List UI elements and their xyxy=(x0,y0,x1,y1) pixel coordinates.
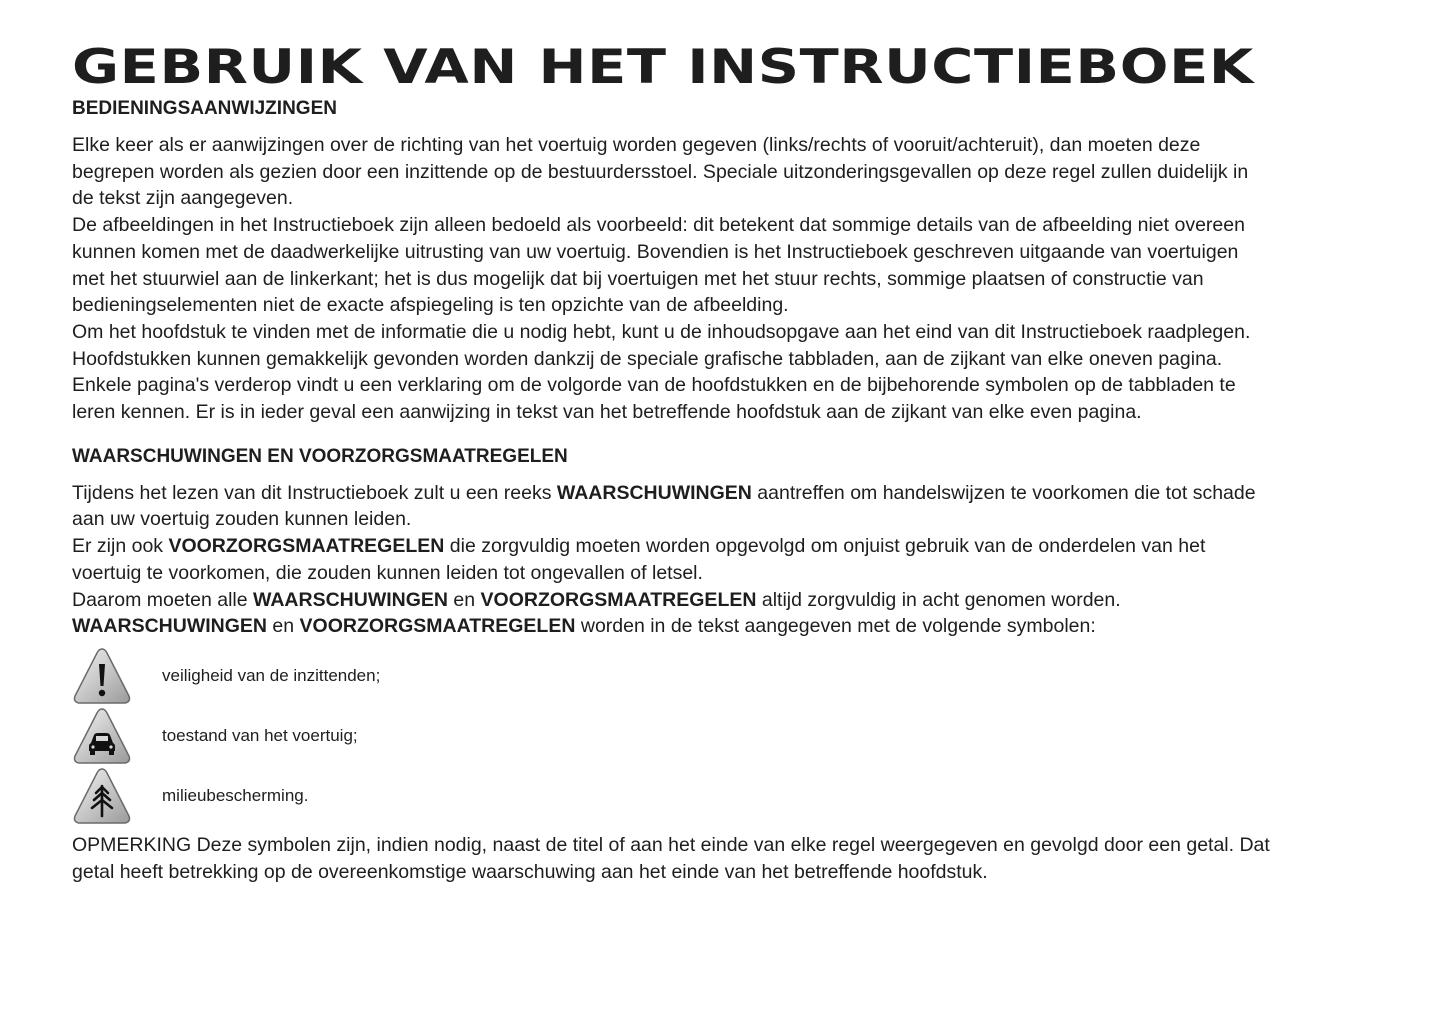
note-paragraph: OPMERKING Deze symbolen zijn, indien nodig, naast de titel of aan het einde van elke regel weergegeven en gevolgd door een getal. Dat getal heeft betrekking op de overeenkomstige waarschuwing aan het einde van het betreffende hoofdstuk. xyxy=(72,833,1270,883)
exclamation-warning-icon xyxy=(72,646,132,706)
section-body-waarschuwingen xyxy=(72,480,1272,640)
paragraph: Elke keer als er aanwijzingen over de richting van het voertuig worden gegeven (links/rechts of vooruit/achteruit), dan moeten deze begrepen worden als gezien door een inzittende op de bestuurdersstoel. Speciale uitzonderingsgevallen op deze regel zullen duidelijk in de tekst zijn aangegeven. xyxy=(72,134,1249,210)
car-warning-icon xyxy=(72,706,132,766)
symbol-row xyxy=(72,646,1272,706)
paragraph: Er zijn ook VOORZORGSMAATREGELEN die zorgvuldig moeten worden opgevolgd om onjuist gebruik van de onderdelen van het voertuig te voorkomen, die zouden kunnen leiden tot ongevallen of letsel. xyxy=(72,535,1206,584)
tree-warning-icon xyxy=(72,766,132,826)
bold-term: VOORZORGSMAATREGELEN xyxy=(299,615,576,638)
bold-term: WAARSCHUWINGEN xyxy=(556,481,752,504)
paragraph: Tijdens het lezen van dit Instructieboek zult u een reeks WAARSCHUWINGEN aantreffen om handelswijzen te voorkomen die tot schade aan uw voertuig zouden kunnen leiden. xyxy=(72,481,1256,531)
bold-term: WAARSCHUWINGEN xyxy=(72,615,267,638)
paragraph: WAARSCHUWINGEN en VOORZORGSMAATREGELEN worden in de tekst aangegeven met de volgende symbolen: xyxy=(72,615,1096,638)
symbol-legend xyxy=(72,646,1272,826)
section-heading-bedieningsaanwijzingen: BEDIENINGSAANWIJZINGEN xyxy=(72,98,337,119)
paragraph: Daarom moeten alle WAARSCHUWINGEN en VOORZORGSMAATREGELEN altijd zorgvuldig in acht genomen worden. xyxy=(72,588,1121,611)
bold-term: WAARSCHUWINGEN xyxy=(253,588,449,611)
symbol-label: milieubescherming. xyxy=(162,785,309,805)
symbol-row xyxy=(72,706,1272,766)
bold-term: VOORZORGSMAATREGELEN xyxy=(168,535,445,558)
page xyxy=(72,40,1272,885)
paragraph: Hoofdstukken kunnen gemakkelijk gevonden worden dankzij de speciale grafische tabbladen, aan de zijkant van elke oneven pagina. Enkele pagina's verderop vindt u een verklaring om de volgorde van de hoofdstukken en de bijbehorende symbolen op de tabbladen te leren kennen. Er is in ieder geval een aanwijzing in tekst van het betreffende hoofdstuk aan de zijkant van elke even pagina. xyxy=(72,347,1236,424)
paragraph: De afbeeldingen in het Instructieboek zijn alleen bedoeld als voorbeeld: dit betekent dat sommige details van de afbeelding niet overeen kunnen komen met de daadwerkelijke uitrusting van uw voertuig. Bovendien is het Instructieboek geschreven uitgaande van voertuigen met het stuurwiel aan de linkerkant; het is dus mogelijk dat bij voertuigen met het stuur rechts, sommige plaatsen of constructie van bedieningselementen niet de exacte afspiegeling is ten opzichte van de afbeelding. xyxy=(72,214,1245,317)
symbol-label: veiligheid van de inzittenden; xyxy=(162,665,381,685)
symbol-row xyxy=(72,766,1272,826)
section-body-bedieningsaanwijzingen xyxy=(72,132,1272,426)
page-title: GEBRUIK VAN HET INSTRUCTIEBOEK xyxy=(72,40,1254,95)
section-heading-waarschuwingen: WAARSCHUWINGEN EN VOORZORGSMAATREGELEN xyxy=(72,445,568,467)
bold-term: VOORZORGSMAATREGELEN xyxy=(480,588,757,611)
paragraph: Om het hoofdstuk te vinden met de informatie die u nodig hebt, kunt u de inhoudsopgave aan het eind van dit Instructieboek raadplegen. xyxy=(72,320,1251,343)
symbol-label: toestand van het voertuig; xyxy=(162,725,358,745)
